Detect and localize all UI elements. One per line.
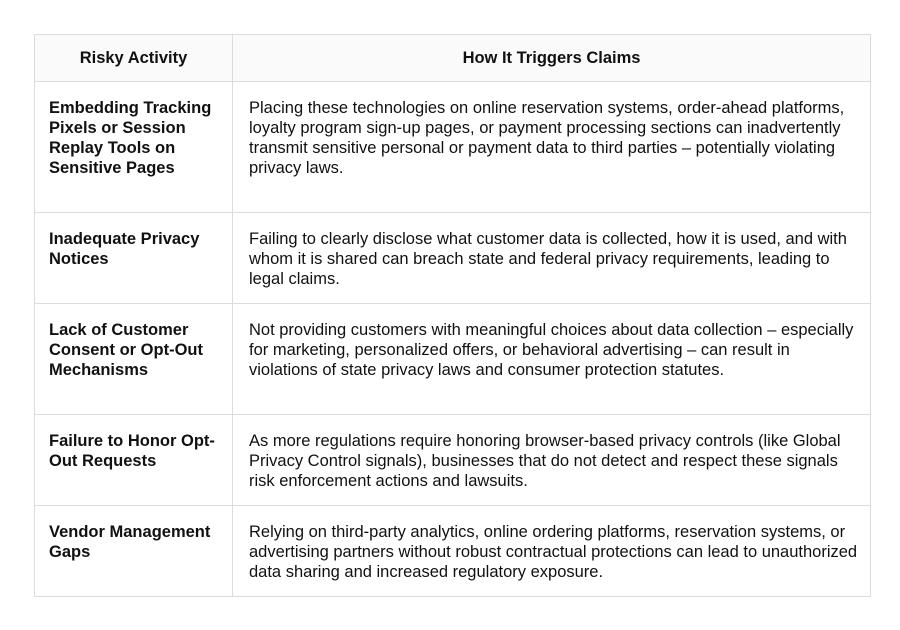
table-row — [35, 213, 871, 304]
table-body — [35, 82, 871, 597]
risky-activity-cell: Failure to Honor Opt-Out Requests — [35, 415, 233, 506]
header-risky-activity: Risky Activity — [35, 35, 233, 82]
risky-activity-cell: Lack of Customer Consent or Opt-Out Mechanisms — [35, 304, 233, 415]
risky-activity-cell: Inadequate Privacy Notices — [35, 213, 233, 304]
claim-description-cell: Relying on third-party analytics, online ordering platforms, reservation systems, or advertising partners without robust contractual protections can lead to unauthorized data sharing and increased regulatory exposure. — [233, 506, 871, 597]
table-header — [35, 35, 871, 82]
header-how-it-triggers-claims: How It Triggers Claims — [233, 35, 871, 82]
risky-activity-cell: Embedding Tracking Pixels or Session Replay Tools on Sensitive Pages — [35, 82, 233, 213]
header-row — [35, 35, 871, 82]
claim-description-cell: As more regulations require honoring browser-based privacy controls (like Global Privacy Control signals), businesses that do not detect and respect these signals risk enforcement actions and lawsuits. — [233, 415, 871, 506]
claim-description-cell: Failing to clearly disclose what customer data is collected, how it is used, and with whom it is shared can breach state and federal privacy requirements, leading to legal claims. — [233, 213, 871, 304]
table-row — [35, 506, 871, 597]
table-row — [35, 304, 871, 415]
risky-activity-cell: Vendor Management Gaps — [35, 506, 233, 597]
claim-description-cell: Placing these technologies on online reservation systems, order-ahead platforms, loyalty program sign-up pages, or payment processing sections can inadvertently transmit sensitive personal or payment data to third parties – potentially violating privacy laws. — [233, 82, 871, 213]
risk-claims-table — [34, 34, 871, 597]
claim-description-cell: Not providing customers with meaningful choices about data collection – especially for marketing, personalized offers, or behavioral advertising – can result in violations of state privacy laws and consumer protection statutes. — [233, 304, 871, 415]
table-row — [35, 415, 871, 506]
table-row — [35, 82, 871, 213]
risk-table-container — [34, 34, 870, 597]
